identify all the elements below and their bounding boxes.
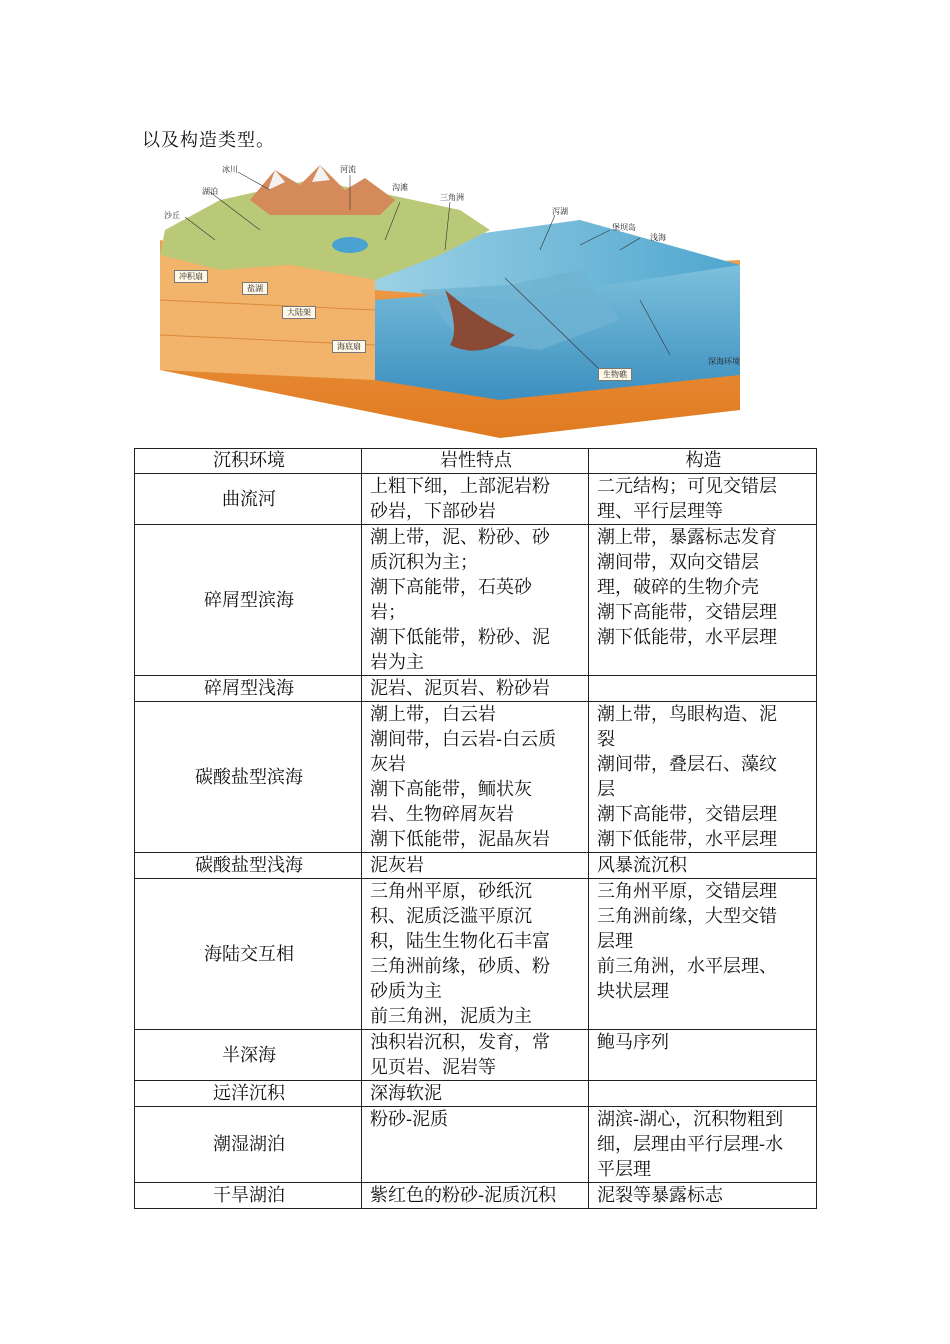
cell-line: 湖滨-湖心，沉积物粗到 — [597, 1109, 784, 1130]
cell-line: 三角州平原，砂纸沉 — [370, 881, 532, 902]
label-alluvial-fan: 冲积扇 — [174, 270, 208, 283]
structure-cell — [589, 1107, 817, 1183]
cell-line — [597, 676, 810, 701]
structure-cell — [589, 676, 817, 702]
lithology-cell — [362, 1030, 589, 1081]
cell-line: 潮上带，暴露标志发育 — [597, 527, 777, 548]
table-row — [135, 525, 817, 676]
cell-line: 块状层理 — [597, 981, 669, 1002]
cell-line: 层理 — [597, 931, 633, 952]
intro-text: 以及构造类型。 — [142, 130, 275, 151]
table-row — [135, 676, 817, 702]
environment-cell: 海陆交互相 — [135, 879, 362, 1030]
cell-line: 粉砂-泥质 — [370, 1109, 449, 1130]
cell-line: 见页岩、泥岩等 — [370, 1057, 496, 1078]
cell-line: 泥灰岩 — [370, 855, 424, 876]
label-continental-shelf: 大陆架 — [282, 306, 316, 319]
label-reef: 生物礁 — [598, 368, 632, 381]
table-row — [135, 702, 817, 853]
cell-line: 层 — [597, 779, 615, 800]
cell-line: 潮间带，白云岩-白云质 — [370, 729, 557, 750]
cell-line: 三角洲前缘，砂质、粉 — [370, 956, 550, 977]
table-row — [135, 1081, 817, 1107]
table-row — [135, 1107, 817, 1183]
header-lithology: 岩性特点 — [362, 449, 589, 474]
lithology-cell — [362, 853, 589, 879]
lithology-cell — [362, 474, 589, 525]
table-row — [135, 1030, 817, 1081]
cell-line: 深海软泥 — [370, 1083, 442, 1104]
cell-line: 泥裂等暴露标志 — [597, 1185, 723, 1206]
label-river: 河流 — [340, 165, 356, 174]
structure-cell — [589, 1183, 817, 1209]
cell-line: 潮下高能带，交错层理 — [597, 804, 777, 825]
cell-line: 积、泥质泛滥平原沉 — [370, 906, 532, 927]
cell-line: 潮下高能带，交错层理 — [597, 602, 777, 623]
cell-line: 砂岩，下部砂岩 — [370, 501, 496, 522]
label-shallow-sea: 浅海 — [650, 233, 666, 242]
cell-line: 三角州平原，交错层理 — [597, 881, 777, 902]
label-deep-sea: 深海环境 — [708, 357, 740, 366]
cell-line: 泥岩、泥页岩、粉砂岩 — [370, 678, 550, 699]
cell-line: 灰岩 — [370, 754, 406, 775]
lithology-cell — [362, 1107, 589, 1183]
cell-line: 砂质为主 — [370, 981, 442, 1002]
cell-line: 潮下高能带，鲕状灰 — [370, 779, 532, 800]
structure-cell — [589, 853, 817, 879]
environment-cell: 碳酸盐型滨海 — [135, 702, 362, 853]
label-dune: 沙丘 — [164, 211, 180, 220]
cell-line: 潮下低能带，水平层理 — [597, 829, 777, 850]
structure-cell — [589, 474, 817, 525]
cell-line: 岩、生物碎屑灰岩 — [370, 804, 514, 825]
cell-line: 潮下低能带，水平层理 — [597, 627, 777, 648]
structure-cell — [589, 1030, 817, 1081]
table-header-row — [135, 449, 817, 474]
cell-line: 潮下低能带，泥晶灰岩 — [370, 829, 550, 850]
environment-cell: 碳酸盐型浅海 — [135, 853, 362, 879]
table-row — [135, 879, 817, 1030]
table-row — [135, 1183, 817, 1209]
cell-line: 潮下高能带，石英砂 — [370, 577, 532, 598]
environment-cell: 潮湿湖泊 — [135, 1107, 362, 1183]
cell-line: 风暴流沉积 — [597, 855, 687, 876]
lithology-cell — [362, 1183, 589, 1209]
cell-line — [597, 1081, 810, 1106]
label-barrier-island: 堡坝岛 — [612, 223, 636, 232]
lithology-cell — [362, 525, 589, 676]
cell-line: 二元结构；可见交错层 — [597, 476, 777, 497]
structure-cell — [589, 879, 817, 1030]
cell-line: 浊积岩沉积，发育，常 — [370, 1032, 550, 1053]
structure-cell — [589, 525, 817, 676]
structure-cell — [589, 1081, 817, 1107]
cell-line: 鲍马序列 — [597, 1032, 669, 1053]
cell-line: 潮下低能带，粉砂、泥 — [370, 627, 550, 648]
cell-line: 前三角洲，水平层理、 — [597, 956, 777, 977]
environment-cell: 半深海 — [135, 1030, 362, 1081]
cell-line: 潮上带，白云岩 — [370, 704, 496, 725]
cell-line: 理、平行层理等 — [597, 501, 723, 522]
environment-cell: 碎屑型浅海 — [135, 676, 362, 702]
cell-line: 质沉积为主； — [370, 552, 478, 573]
cell-line: 潮上带，鸟眼构造、泥 — [597, 704, 777, 725]
environment-cell: 干旱湖泊 — [135, 1183, 362, 1209]
cell-line: 细，层理由平行层理-水 — [597, 1134, 784, 1155]
cell-line: 紫红色的粉砂-泥质沉积 — [370, 1185, 557, 1206]
cell-line: 潮间带，双向交错层 — [597, 552, 759, 573]
label-lagoon: 泻湖 — [552, 207, 568, 216]
environment-cell: 远洋沉积 — [135, 1081, 362, 1107]
cell-line: 上粗下细，上部泥岩粉 — [370, 476, 550, 497]
cell-line: 岩； — [370, 602, 406, 623]
cell-line: 裂 — [597, 729, 615, 750]
label-submarine-fan: 海底扇 — [332, 340, 366, 353]
environment-cell: 曲流河 — [135, 474, 362, 525]
lithology-cell — [362, 879, 589, 1030]
label-salt-lake: 盐湖 — [242, 282, 268, 295]
label-lake: 湖泊 — [202, 187, 218, 196]
table-row — [135, 853, 817, 879]
sedimentary-environment-diagram — [160, 160, 750, 438]
lithology-cell — [362, 702, 589, 853]
cell-line: 前三角洲，泥质为主 — [370, 1006, 532, 1027]
cell-line: 积，陆生生物化石丰富 — [370, 931, 550, 952]
table-row — [135, 474, 817, 525]
cell-line: 平层理 — [597, 1159, 651, 1180]
structure-cell — [589, 702, 817, 853]
cell-line: 岩为主 — [370, 652, 424, 673]
label-gully: 沟滩 — [392, 183, 408, 192]
cell-line: 三角洲前缘，大型交错 — [597, 906, 777, 927]
cell-line: 潮上带，泥、粉砂、砂 — [370, 527, 550, 548]
header-environment: 沉积环境 — [135, 449, 362, 474]
cell-line: 理，破碎的生物介壳 — [597, 577, 759, 598]
label-glacier: 冰川 — [222, 165, 238, 174]
lithology-cell — [362, 676, 589, 702]
sedimentary-environment-table — [134, 448, 817, 1209]
header-structure: 构造 — [589, 449, 817, 474]
cell-line: 潮间带，叠层石、藻纹 — [597, 754, 777, 775]
environment-cell: 碎屑型滨海 — [135, 525, 362, 676]
label-delta: 三角洲 — [440, 193, 464, 202]
lithology-cell — [362, 1081, 589, 1107]
